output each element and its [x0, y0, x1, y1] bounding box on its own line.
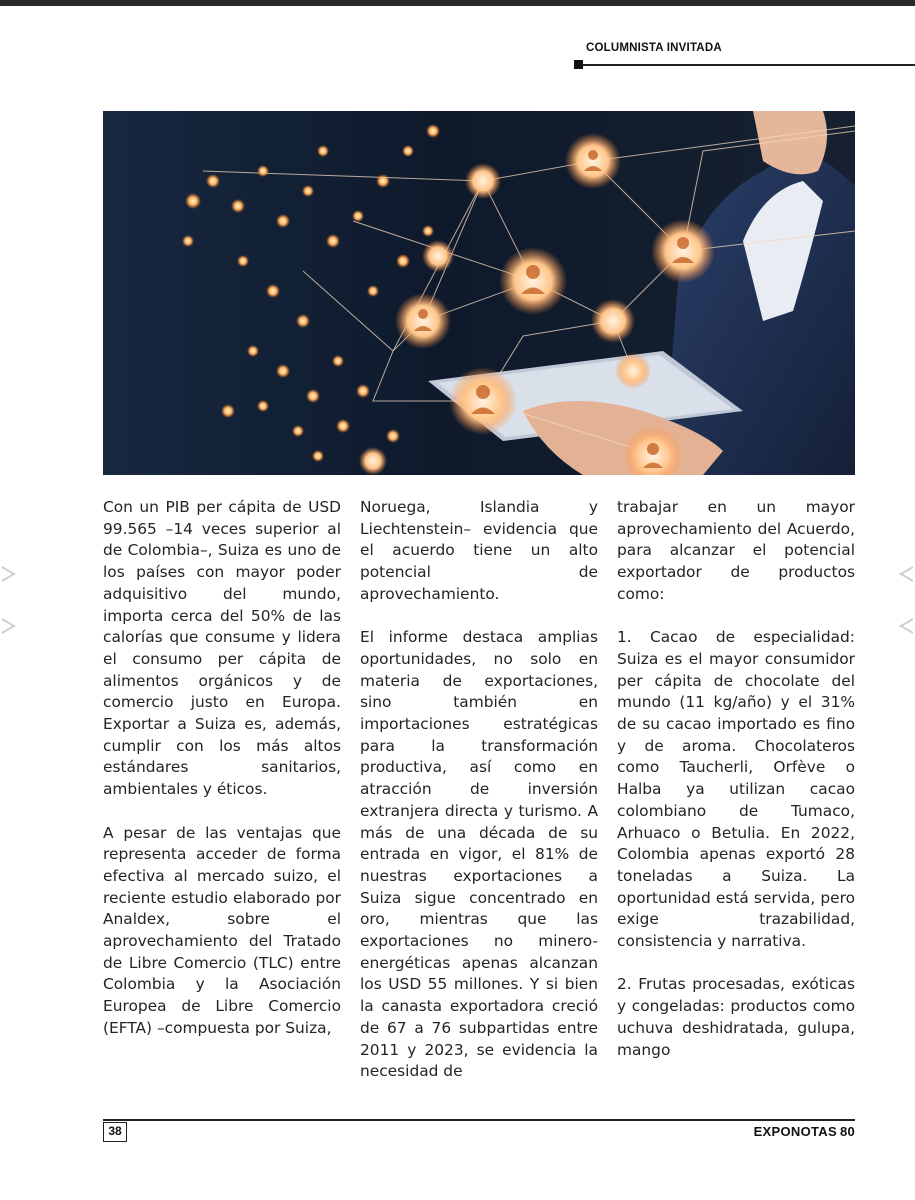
- column-1: [103, 497, 341, 1040]
- paragraph: Noruega, Islandia y Liechtenstein– evidencia que el acuerdo tiene un alto potencial de aprovechamiento.: [360, 498, 598, 603]
- prev-page-arrow-icon[interactable]: [0, 617, 18, 635]
- paragraph: 2. Frutas procesadas, exóticas y congeladas: productos como uchuva deshidratada, gulupa, mango: [617, 975, 855, 1059]
- header-square: [574, 60, 583, 69]
- paragraph: 1. Cacao de especialidad: Suiza es el mayor consumidor per cápita de chocolate del mundo (11 kg/año) y el 31% de su cacao importado es fino y de aroma. Chocolateros como Taucherli, Orfève o Halba ya utilizan cacao colombiano de Tumaco, Arhuaco o Betulia. En 2022, Colombia apenas exportó 28 toneladas a Suiza. La oportunidad está servida, pero exige trazabilidad, consistencia y narrativa.: [617, 628, 855, 951]
- next-page-arrow-icon[interactable]: [897, 565, 915, 583]
- magazine-name: [754, 1124, 855, 1139]
- network-people-icon: [103, 111, 855, 475]
- issue-number: 80: [839, 1124, 855, 1139]
- magazine-title: EXPONOTAS: [753, 1124, 837, 1139]
- column-3: [617, 497, 855, 1061]
- footer-rule: [103, 1119, 855, 1121]
- section-label: COLUMNISTA INVITADA: [586, 42, 722, 54]
- paragraph: trabajar en un mayor aprovechamiento del Acuerdo, para alcanzar el potencial exportador de productos como:: [617, 498, 855, 603]
- prev-page-arrow-icon[interactable]: [0, 565, 18, 583]
- hero-image: [103, 111, 855, 475]
- paragraph: El informe destaca amplias oportunidades, no solo en materia de exportaciones, sino también en importaciones estratégicas para la transformación productiva, así como en atracción de inversión extranjera directa y turismo. A más de una década de su entrada en vigor, el 81% de nuestras exportaciones a Suiza sigue concentrado en oro, mientras que las exportaciones no minero-energéticas apenas alcanzan los USD 55 millones. Y si bien la canasta exportadora creció de 67 a 76 subpartidas entre 2011 y 2023, se evidencia la necesidad de: [360, 628, 598, 1081]
- paragraph: Con un PIB per cápita de USD 99.565 –14 veces superior al de Colombia–, Suiza es uno de los países con mayor poder adquisitivo del mundo, importa cerca del 50% de las calorías que consume y lidera el consumo per cápita de alimentos orgánicos y de comercio justo en Europa. Exportar a Suiza es, además, cumplir con los más altos estándares sanitarios, ambientales y éticos.: [103, 498, 341, 799]
- header-rule: [580, 64, 915, 66]
- page-number: 38: [103, 1122, 127, 1142]
- paragraph: A pesar de las ventajas que representa acceder de forma efectiva al mercado suizo, el reciente estudio elaborado por Analdex, sobre el aprovechamiento del Tratado de Libre Comercio (TLC) entre Colombia y la Asociación Europea de Libre Comercio (EFTA) –compuesta por Suiza,: [103, 823, 341, 1037]
- column-2: [360, 497, 598, 1083]
- top-strip: [0, 0, 915, 6]
- next-page-arrow-icon[interactable]: [897, 617, 915, 635]
